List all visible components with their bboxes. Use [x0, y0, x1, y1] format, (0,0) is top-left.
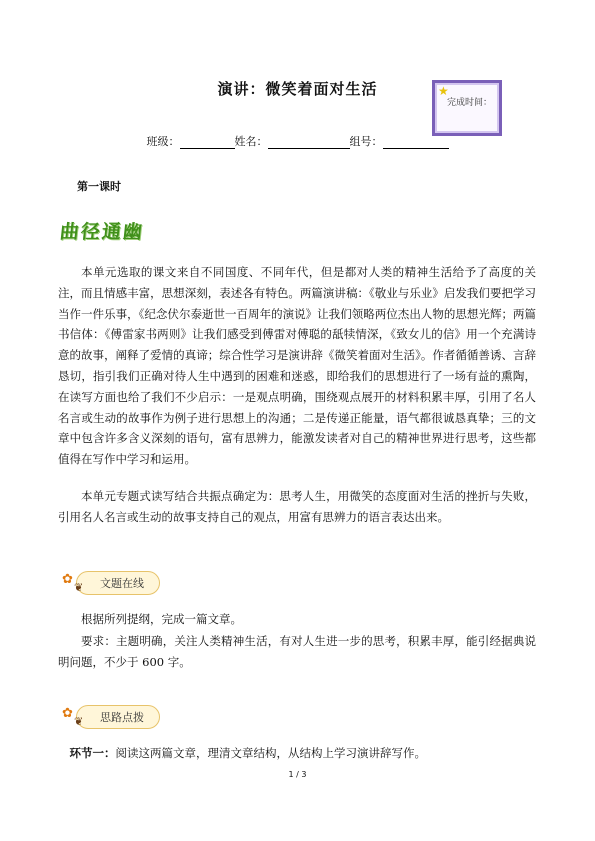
badge-label: 文题在线 — [100, 577, 144, 590]
page-number: 1 / 3 — [288, 770, 307, 779]
group-field[interactable] — [383, 137, 449, 149]
intro-paragraph: 本单元选取的课文来自不同国度、不同年代，但是都对人类的精神生活给予了高度的关注，而且情感丰富，思想深刻，表述各有特色。两篇演讲稿：《敬业与乐业》启发我们要把学习当作一件乐事，《纪念伏尔泰逝世一百周年的演说》让我们领略两位杰出人物的思想光辉；两篇书信体：《傅雷家书两则》让我们感受到傅雷对傅聪的舐犊情深，《致女儿的信》用一个充满诗意的故事，阐释了爱情的真谛；综合性学习是演讲辞《微笑着面对生活》。作者循循善诱、言辞恳切，指引我们正确对待人生中遇到的困难和迷惑，即给我们的思想进行了一场有益的熏陶，在读写方面也给了我们不少启示：一是观点明确，围绕观点展开的材料积累丰厚，引用了名人名言或生动的故事作为例子进行思想上的沟通；二是传递正能量，语气都很诚恳真挚；三的文章中包含许多含义深刻的语句，富有思辨力，能激发读者对自己的精神世界进行思考，这些都值得在写作中学习和运用。 — [58, 265, 536, 467]
name-label: 姓名： — [234, 135, 268, 148]
figure-icon: ❦ — [74, 581, 84, 594]
leaf-icon: ✿ — [62, 572, 73, 587]
group-label: 组号： — [349, 135, 383, 148]
step-one — [58, 743, 536, 764]
completion-time-stamp — [432, 80, 502, 136]
step-one-text: 阅读这两篇文章，理清文章结构，从结构上学习演讲辞写作。 — [115, 746, 426, 760]
section-heading: 第一课时 — [77, 180, 121, 193]
student-info-line — [0, 133, 595, 149]
task-line: 根据所列提纲，完成一篇文章。 — [81, 612, 242, 626]
leaf-icon: ✿ — [62, 706, 73, 721]
badge-label: 思路点拨 — [100, 711, 144, 724]
class-label: 班级： — [146, 135, 180, 148]
focus-paragraph: 本单元专题式读写结合共振点确定为：思考人生，用微笑的态度面对生活的挫折与失败，引用名人名言或生动的故事支持自己的观点，用富有思辨力的语言表达出来。 — [58, 489, 536, 524]
class-field[interactable] — [180, 137, 235, 149]
badge-thinking-guide — [56, 697, 166, 733]
wordart-banner: 曲径通幽 — [58, 221, 146, 243]
stamp-label: 完成时间： — [447, 98, 493, 108]
requirement-paragraph: 要求：主题明确，关注人类精神生活，有对人生进一步的思考，积累丰厚，能引经据典说明问题，不少于 600 字。 — [58, 634, 536, 669]
badge-topic-online — [56, 563, 166, 599]
star-icon: ★ — [438, 84, 449, 98]
step-one-label: 环节一： — [69, 746, 116, 760]
name-field[interactable] — [268, 137, 350, 149]
page-title: 演讲：微笑着面对生活 — [217, 80, 378, 98]
figure-icon: ❦ — [74, 715, 84, 728]
